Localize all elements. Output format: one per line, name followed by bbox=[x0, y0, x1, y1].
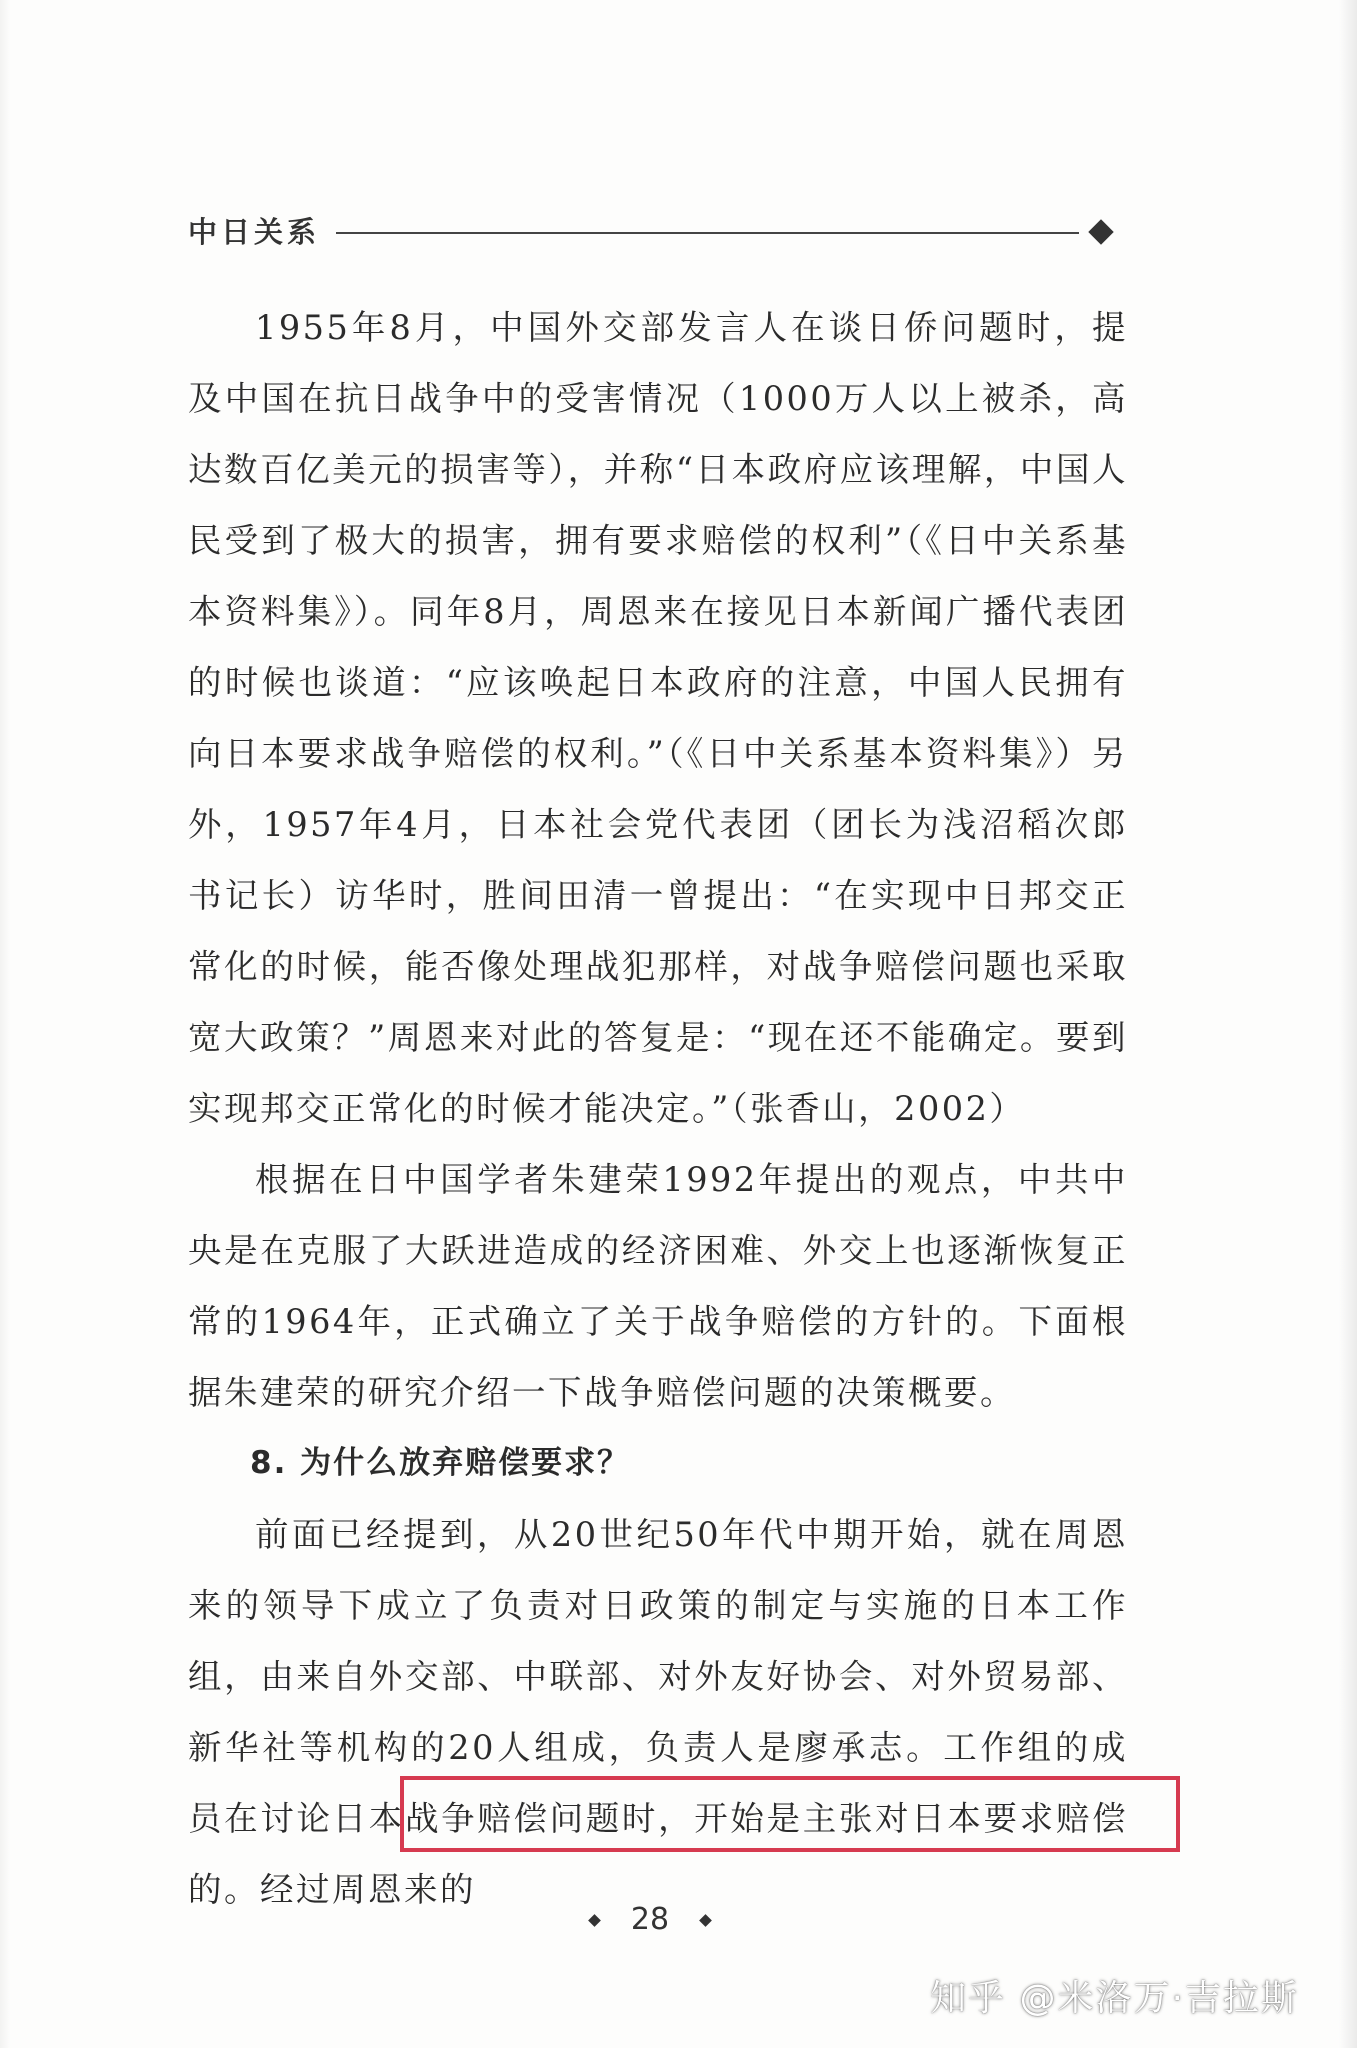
header-rule bbox=[336, 232, 1079, 234]
body-text bbox=[188, 292, 1128, 1925]
footer-diamond-icon-left bbox=[588, 1914, 601, 1927]
page-footer bbox=[0, 1902, 1300, 1937]
page-edge-right bbox=[1339, 0, 1357, 2048]
section-heading: 8. 为什么放弃赔偿要求？ bbox=[250, 1445, 631, 1481]
page-edge-left bbox=[0, 0, 10, 2048]
header-title: 中日关系 bbox=[188, 215, 321, 249]
paragraph-2: 根据在日中国学者朱建荣1992年提出的观点，中共中央是在克服了大跃进造成的经济困难、外交上也逐渐恢复正常的1964年，正式确立了关于战争赔偿的方针的。下面根据朱建荣的研究介绍一下战争赔偿问题的决策概要。 bbox=[188, 1160, 1128, 1412]
footer-diamond-icon-right bbox=[699, 1914, 712, 1927]
highlight-box bbox=[400, 1776, 1180, 1852]
header-diamond-icon bbox=[1088, 219, 1113, 244]
watermark: 知乎 @米洛万·吉拉斯 bbox=[930, 1978, 1299, 2019]
paragraph-1: 1955年8月，中国外交部发言人在谈日侨问题时，提及中国在抗日战争中的受害情况（1000万人以上被杀，高达数百亿美元的损害等），并称“日本政府应该理解，中国人民受到了极大的损害，拥有要求赔偿的权利”（《日中关系基本资料集》）。同年8月，周恩来在接见日本新闻广播代表团的时候也谈道：“应该唤起日本政府的注意，中国人民拥有向日本要求战争赔偿的权利。”（《日中关系基本资料集》）另外，1957年4月，日本社会党代表团（团长为浅沼稻次郎书记长）访华时，胜间田清一曾提出：“在实现中日邦交正常化的时候，能否像处理战犯那样，对战争赔偿问题也采取宽大政策？”周恩来对此的答复是：“现在还不能确定。要到实现邦交正常化的时候才能决定。”（张香山，2002） bbox=[188, 308, 1128, 1128]
running-header bbox=[188, 210, 1128, 250]
paragraph-3: 前面已经提到，从20世纪50年代中期开始，就在周恩来的领导下成立了负责对日政策的制定与实施的日本工作组，由来自外交部、中联部、对外友好协会、对外贸易部、新华社等机构的20人组成，负责人是廖承志。工作组的成员在讨论日本战争赔偿问题时，开始是主张对日本要求赔偿的。经过周恩来的 bbox=[188, 1515, 1128, 1909]
page-number: 28 bbox=[630, 1902, 670, 1937]
